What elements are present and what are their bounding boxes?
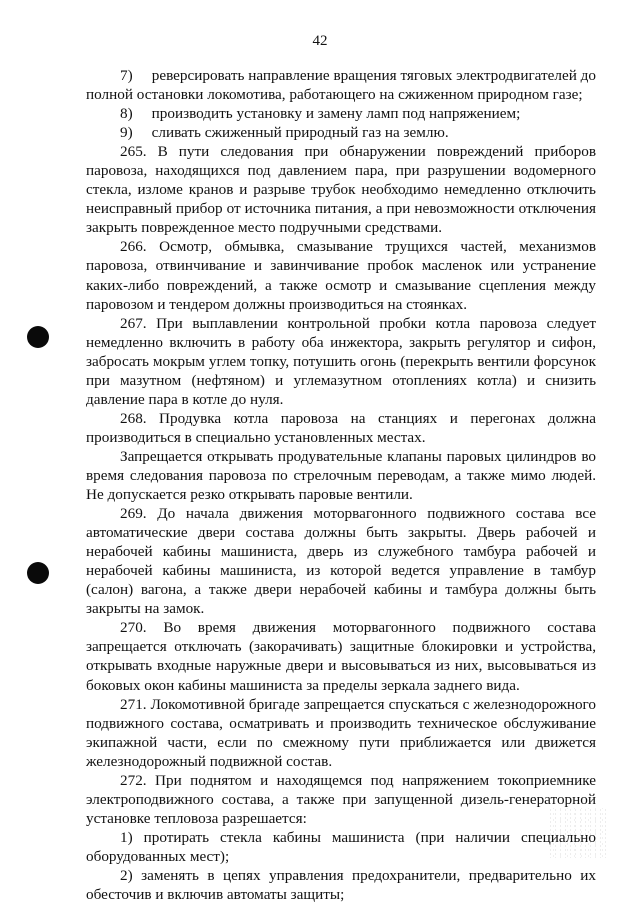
paragraph-272-item-2: 2) заменять в цепях управления предохранители, предварительно их обесточив и включив автоматы защиты; — [86, 866, 596, 904]
list-item-8: 8) производить установку и замену ламп под напряжением; — [120, 105, 521, 123]
paragraph-267: 267. При выплавлении контрольной пробки котла паровоза следует немедленно включить в работу оба инжектора, закрыть регулятор и сифон, забросать мокрым углем топку, потушить огонь (перекрыть вентили форсунок при мазутном (нефтяном) и углемазутном отоплениях котла) и снизить давление пара в котле до нуля. — [86, 314, 596, 408]
list-item-7: 7) реверсировать направление вращения тяговых электродвигателей до полной остановки локомотива, работающего на сжиженном природном газе; — [86, 67, 596, 104]
paragraph-270: 270. Во время движения моторвагонного подвижного состава запрещается отключать (закорачивать) защитные блокировки и устройства, открывать входные наружные двери и высовываться из них, высовываться из боковых окон кабины машиниста за пределы зеркала заднего вида. — [86, 619, 596, 694]
paragraph-266: 266. Осмотр, обмывка, смазывание трущихся частей, механизмов паровоза, отвинчивание и завинчивание пробок масленок или устранение каких-либо повреждений, а также осмотр и смазывание сцепления между паровозом и тендером должны производиться на стоянках. — [86, 238, 596, 313]
paragraph-265: 265. В пути следования при обнаружении повреждений приборов паровоза, находящихся под давлением пара, при разрушении водомерного стекла, изломе кранов и разрыве трубок необходимо немедленно отключить неисправный прибор от источника питания, а при невозможности отключения закрыть поврежденное место подручными средствами. — [86, 143, 596, 237]
list-item-9: 9) сливать сжиженный природный газ на землю. — [120, 124, 449, 142]
paragraph-272-item-1: 1) протирать стекла кабины машиниста (при наличии специально оборудованных мест); — [86, 828, 596, 865]
paragraph-268: 268. Продувка котла паровоза на станциях и перегонах должна производиться в специально установленных местах. — [86, 409, 596, 446]
paragraph-271: 271. Локомотивной бригаде запрещается спускаться с железнодорожного подвижного состава, осматривать и производить техническое обслуживание экипажной части, если по смежному пути приближается или движется железнодорожный подвижной состав. — [86, 695, 596, 770]
page-number: 42 — [312, 33, 328, 49]
document-body — [86, 66, 596, 904]
paragraph-272: 272. При поднятом и находящемся под напряжением токоприемнике электроподвижного состава, а также при запущенной дизель-генераторной установке тепловоза разрешается: — [86, 771, 596, 827]
punch-hole-mark — [27, 562, 49, 584]
paragraph-268-note: Запрещается открывать продувательные клапаны паровых цилиндров во время следования паровоза по стрелочным переводам, а также мимо людей. Не допускается резко открывать паровые вентили. — [86, 447, 596, 504]
paragraph-269: 269. До начала движения моторвагонного подвижного состава все автоматические двери состава должны быть закрыты. Дверь рабочей и нерабочей кабины машиниста, дверь из служебного тамбура рабочей и нерабочей кабины машиниста, из которой ведется управление в тамбур (салон) вагона, а также двери нерабочей кабины и тамбура должны быть закрыты на замок. — [86, 505, 596, 618]
punch-hole-mark — [27, 326, 49, 348]
